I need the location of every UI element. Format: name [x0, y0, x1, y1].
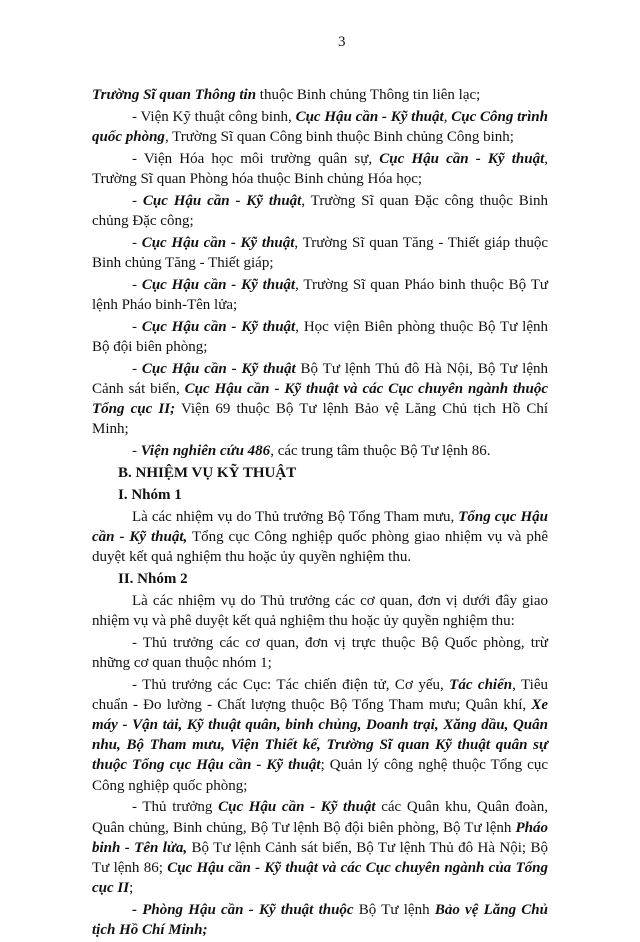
list-item [92, 900, 548, 940]
emphasized-text: Cục Hậu cần - Kỹ thuật [218, 799, 376, 816]
text-run: B. NHIỆM VỤ KỸ THUẬT [118, 465, 297, 481]
text-run: Là các nhiệm vụ do Thủ trưởng các cơ quan, đơn vị dưới đây giao nhiệm vụ và phê duyệt kết quả nghiệm thu hoặc ủy quyền nghiệm thu: [92, 592, 548, 629]
text-run: II. Nhóm 2 [118, 570, 188, 587]
text-run: Tổng cục Công nghiệp quốc phòng giao nhiệm vụ và phê duyệt kết quả nghiệm thu hoặc ủy quyền nghiệm thu. [92, 528, 548, 565]
text-run: - Thủ trưởng các cơ quan, đơn vị trực thuộc Bộ Quốc phòng, trừ những cơ quan thuộc nhóm 1; [92, 634, 548, 671]
text-run: - Thủ trưởng các Cục: Tác chiến điện tử, Cơ yếu, [132, 676, 450, 693]
emphasized-text: Cục Hậu cần - Kỹ thuật [142, 192, 302, 209]
list-item [92, 317, 548, 357]
emphasized-text: Cục Hậu cần - Kỹ thuật [141, 276, 296, 293]
text-run: , Trường Sĩ quan Phòng hóa thuộc Binh chủng Hóa học; [92, 150, 548, 187]
text-run: - [132, 276, 142, 293]
page-number: 3 [338, 34, 346, 50]
text-run: , [443, 108, 452, 125]
emphasized-text: Cục Hậu cần - Kỹ thuật [141, 234, 295, 251]
text-run: , Trường Sĩ quan Pháo binh thuộc Bộ Tư lệnh Pháo binh-Tên lửa; [92, 276, 548, 313]
emphasized-text: Trường Sĩ quan Thông tin [92, 87, 257, 103]
group-heading [92, 569, 548, 589]
text-run: các Quân khu, Quân đoàn, Quân chủng, Binh chủng, Bộ Tư lệnh Bộ đội biên phòng, Bộ Tư lệnh [92, 799, 548, 836]
text-run: - [132, 443, 141, 460]
text-run: - [132, 192, 143, 209]
list-item [92, 191, 548, 231]
list-item [92, 441, 548, 461]
text-run: - [132, 234, 142, 251]
emphasized-text: Cục Công trình quốc phòng [92, 108, 548, 145]
list-item [92, 275, 548, 315]
list-item [92, 107, 548, 147]
text-run: , Trường Sĩ quan Công binh thuộc Binh chủng Công binh; [164, 129, 514, 145]
emphasized-text: - Phòng Hậu cần - Kỹ thuật thuộc [132, 902, 354, 919]
emphasized-text: Cục Hậu cần - Kỹ thuật và các Cục chuyên ngành của Tổng cục II [92, 860, 548, 897]
list-item [92, 233, 548, 273]
emphasized-text: Cục Hậu cần - Kỹ thuật [141, 318, 296, 335]
list-item [92, 675, 548, 796]
text-run: - [132, 360, 142, 377]
text-run: , Tiêu chuẩn - Đo lường - Chất lượng thuộc Bộ Tổng Tham mưu; Quân khí, [92, 676, 548, 713]
text-run: - Viện Kỹ thuật công binh, [132, 108, 296, 125]
text-run: - Thủ trưởng [132, 799, 219, 816]
text-run: ; [129, 880, 134, 897]
emphasized-text: Tổng cục Hậu cần - Kỹ thuật, [92, 508, 548, 545]
text-run: , Trường Sĩ quan Đặc công thuộc Binh chủng Đặc công; [92, 192, 548, 229]
text-run: - Viện Hóa học môi trường quân sự, [132, 150, 380, 167]
body-paragraph [92, 591, 548, 631]
text-run: Là các nhiệm vụ do Thủ trưởng Bộ Tổng Tham mưu, [132, 508, 459, 525]
list-item [92, 149, 548, 189]
emphasized-text: Pháo binh - Tên lửa, [92, 819, 548, 856]
list-item [92, 797, 548, 898]
emphasized-text: Tác chiến [449, 676, 513, 693]
emphasized-text: Cục Hậu cần - Kỹ thuật [379, 150, 545, 167]
text-run: ; Quản lý công nghệ thuộc Tổng cục Công nghiệp quốc phòng; [92, 757, 548, 794]
text-run: Bộ Tư lệnh [353, 902, 435, 919]
continued-paragraph [92, 85, 548, 105]
text-run: Viện 69 thuộc Bộ Tư lệnh Bảo vệ Lăng Chủ tịch Hồ Chí Minh; [92, 401, 548, 438]
text-run: , các trung tâm thuộc Bộ Tư lệnh 86. [270, 443, 491, 460]
text-run: , Trường Sĩ quan Tăng - Thiết giáp thuộc Binh chủng Tăng - Thiết giáp; [92, 234, 548, 271]
emphasized-text: Cục Hậu cần - Kỹ thuật và các Cục chuyên ngành thuộc Tổng cục II; [92, 381, 548, 418]
text-run: Bộ Tư lệnh Cảnh sát biển, Bộ Tư lệnh Thủ đô Hà Nội; Bộ Tư lệnh 86; [92, 839, 548, 877]
emphasized-text: Bảo vệ Lăng Chủ tịch Hồ Chí Minh; [92, 902, 548, 939]
emphasized-text: Xe máy - Vận tải, Kỹ thuật quân, binh chủng, Doanh trại, Xăng dầu, Quân nhu, Bộ Tham mưu, Viện Thiết kế, Trường Sĩ quan Kỹ thuật quân sự thuộc Tổng cục Hậu cần - Kỹ thuật [92, 696, 548, 774]
emphasized-text: Cục Hậu cần - Kỹ thuật [141, 360, 296, 377]
text-run: - [132, 318, 142, 335]
emphasized-text: Viện nghiên cứu 486 [140, 443, 271, 460]
text-run: , Học viện Biên phòng thuộc Bộ Tư lệnh Bộ đội biên phòng; [92, 318, 549, 355]
emphasized-text: Cục Hậu cần - Kỹ thuật [295, 108, 444, 125]
section-heading [92, 463, 548, 483]
body-paragraph [92, 507, 548, 568]
list-item [92, 633, 548, 673]
document-body [92, 85, 548, 942]
list-item [92, 359, 548, 440]
text-run: thuộc Binh chủng Thông tin liên lạc; [256, 87, 481, 103]
text-run: I. Nhóm 1 [118, 486, 182, 503]
group-heading [92, 485, 548, 505]
text-run: Bộ Tư lệnh Thủ đô Hà Nội, Bộ Tư lệnh Cảnh sát biển, [92, 360, 548, 397]
